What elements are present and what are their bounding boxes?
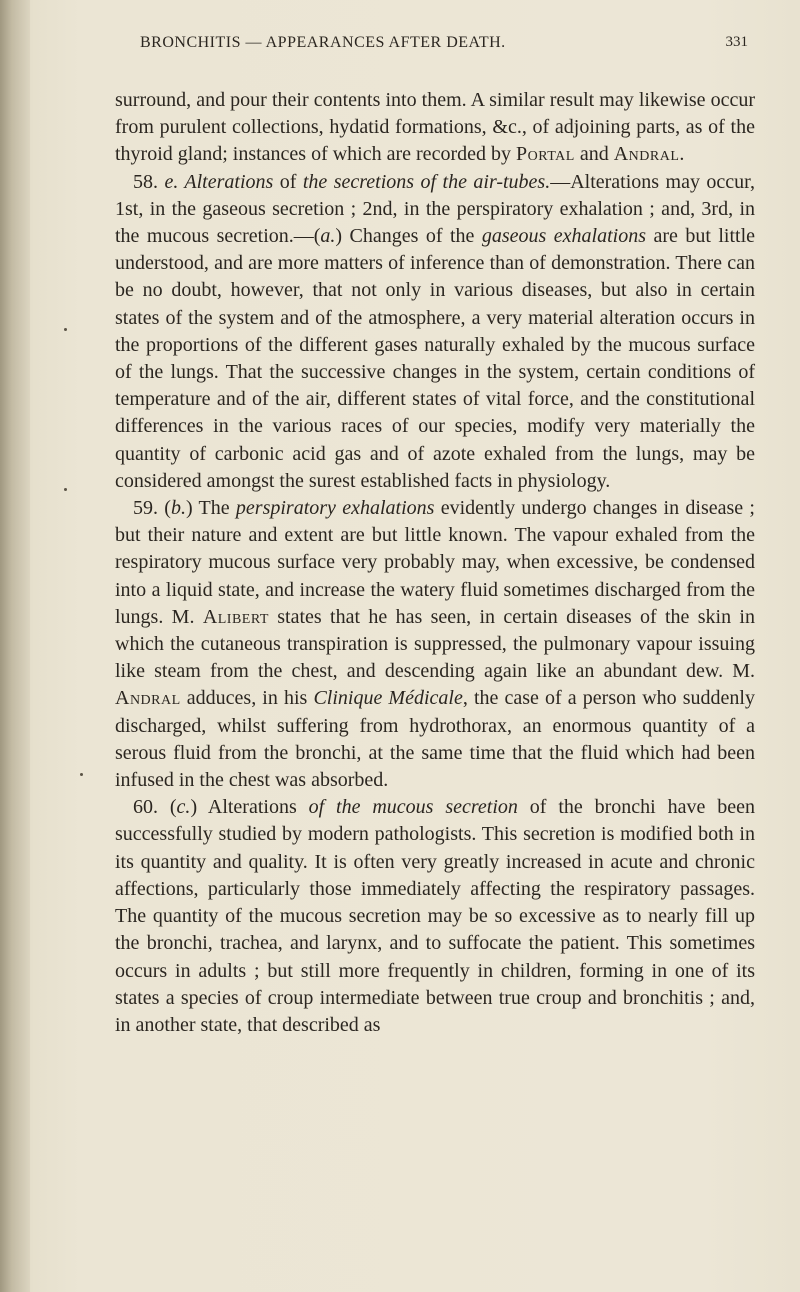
paragraph-59 [115, 495, 755, 794]
text-run: of [273, 170, 303, 193]
text-run: ) The [185, 497, 236, 520]
text-run: and [574, 143, 614, 166]
paragraph-continuation [115, 87, 755, 169]
print-speck [64, 488, 67, 491]
section-number: 60. ( [133, 796, 177, 819]
author-name-andral: Andral [115, 687, 181, 710]
section-heading-continued: the secretions of the air-tubes. [302, 170, 551, 193]
section-number: 58. [133, 170, 165, 193]
page-number: 331 [725, 34, 748, 50]
emphasis-perspiratory-exhalations: perspiratory exhalations [235, 497, 435, 520]
text-run: —Alterations may occur, 1st, in the gaseous secretion ; 2nd, in the perspiratory exhalation ; and, 3rd, in the mucous secretion.—( [115, 170, 755, 248]
section-heading: e. Alterations [164, 170, 274, 193]
author-name-portal: Portal [515, 143, 575, 166]
text-run: . [679, 143, 685, 166]
subsection-letter: a. [320, 225, 336, 248]
text-run: adduces, in his [180, 687, 314, 710]
text-run: are but little understood, and are more matters of inference than of demonstration. There can be no doubt, however, that not only in various diseases, but also in certain states of the system and of the atmosphere, a very material alteration occurs in the proportions of the different gases naturally exhaled by the mucous surface of the lungs. That the successive changes in the system, certain conditions of temperature and of the air, different states of vital force, and the constitutional differences in the various races of our species, modify very materially the quantity of carbonic acid gas and of azote exhaled from the lungs, may be considered amongst the surest established facts in physiology. [115, 225, 755, 492]
subsection-letter: c. [176, 796, 191, 819]
body-text [115, 87, 755, 1039]
running-head [108, 34, 748, 64]
text-run: surround, and pour their contents into them. A similar result may likewise occur from purulent collections, hydatid formations, &c., of adjoining parts, as of the thyroid gland; instances of which are recorded by [115, 89, 755, 166]
paragraph-60 [115, 794, 755, 1039]
author-name-alibert: Alibert [202, 605, 269, 628]
running-title: BRONCHITIS — APPEARANCES AFTER DEATH. [140, 34, 506, 51]
text-run: of the bronchi have been successfully studied by modern pathologists. This secretion is modified both in its quantity and quality. It is often very greatly increased in acute and chronic affections, particularly those immediately affecting the respiratory passages. The quantity of the mucous secretion may be so excessive as to nearly fill up the bronchi, trachea, and larynx, and to suffocate the patient. This sometimes occurs in adults ; but still more frequently in children, forming in one of its states a species of croup intermediate between true croup and bronchitis ; and, in another state, that described as [115, 796, 755, 1036]
text-run: states that he has seen, in certain diseases of the skin in which the cutaneous transpiration is suppressed, the pulmonary vapour issuing like steam from the chest, and descending again like an abundant dew. M. [115, 605, 755, 683]
print-speck [80, 773, 83, 776]
subsection-letter: b. [170, 497, 186, 520]
text-run: , the case of a person who suddenly discharged, whilst suffering from hydrothorax, an enormous quantity of a serous fluid from the bronchi, at the same time that the fluid which had been infused in the chest was absorbed. [115, 687, 755, 792]
emphasis-mucous-secretion: of the mucous secretion [308, 796, 518, 819]
author-name-andral: Andral [613, 143, 680, 166]
emphasis-gaseous-exhalations: gaseous exhalations [481, 225, 646, 248]
book-title-clinique-medicale: Clinique Médicale [313, 687, 463, 710]
text-run: ) Alterations [190, 796, 309, 819]
print-speck [64, 328, 67, 331]
section-number: 59. ( [133, 497, 171, 520]
paragraph-58 [115, 169, 755, 495]
text-run: evidently undergo changes in disease ; but their nature and extent are but little known. The vapour exhaled from the respiratory mucous surface very probably may, when excessive, be condensed into a liquid state, and increase the watery fluid sometimes discharged from the lungs. M. [115, 497, 755, 628]
text-run: ) Changes of the [335, 225, 482, 248]
page-binding-shadow [0, 0, 30, 1292]
